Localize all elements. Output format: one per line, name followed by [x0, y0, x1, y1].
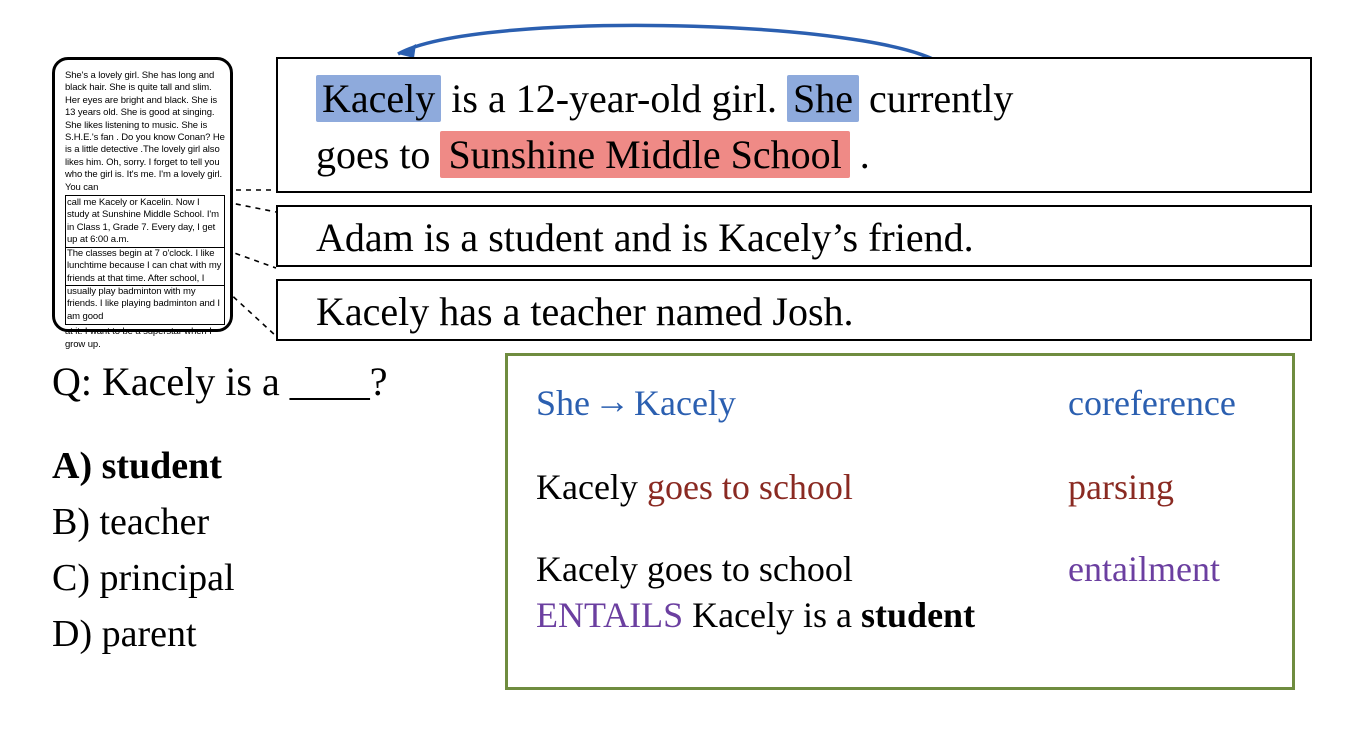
reasoning-row-parsing	[508, 464, 1292, 510]
fact-1-line2-post: .	[849, 132, 870, 177]
entity-kacely: Kacely	[316, 75, 441, 122]
reasoning-box	[505, 353, 1295, 690]
answer-choice-c[interactable]: C) principal	[52, 557, 235, 599]
fact-1-middle-text: is a 12-year-old girl.	[441, 76, 788, 121]
right-arrow-icon: →	[594, 381, 630, 421]
source-passage-box	[52, 57, 233, 350]
fact-2-text: Adam is a student and is Kacely’s friend.	[316, 215, 974, 260]
coref-source: She	[536, 383, 590, 423]
passage-paragraph-1: She's a lovely girl. She has long and black hair. She is quite tall and slim. Her eyes are bright and black. She is 13 years old. She is good at singing. She likes listening to music. She is S.H.E.'s fan . Do you know Conan? He is a little detective .The lovely girl also likes him. Oh, sorry. I forget to tell you who the girl is. It's me. I'm a lovely girl. You can	[65, 70, 225, 193]
answer-choice-b[interactable]: B) teacher	[52, 501, 210, 543]
entailment-premise: Kacely goes to school	[536, 549, 853, 589]
entailment-conclusion-prefix: Kacely is a	[683, 595, 862, 635]
coref-target: Kacely	[634, 383, 736, 423]
passage-highlight-segment-1: call me Kacely or Kacelin. Now I study at Sunshine Middle School. I'm in Class 1, Grade 7. Every day, I get up at 6:00 a.m.	[65, 195, 225, 247]
answer-choice-d[interactable]: D) parent	[52, 613, 197, 655]
answer-choices	[52, 438, 235, 662]
question-prompt: Q: Kacely is a ____?	[52, 359, 388, 404]
fact-1-line-1	[278, 59, 1310, 127]
passage-highlight-segment-2: The classes begin at 7 o'clock. I like lunchtime because I can chat with my friends at that time. After school, I	[65, 247, 225, 286]
fact-1-end-text: currently	[859, 76, 1014, 121]
reasoning-label-coreference: coreference	[1068, 383, 1236, 423]
reasoning-label-parsing: parsing	[1068, 467, 1174, 507]
entailment-keyword: ENTAILS	[536, 595, 684, 635]
fact-box-3	[276, 279, 1312, 341]
entailment-conclusion-answer: student	[861, 595, 976, 635]
reasoning-label-entailment: entailment	[1068, 549, 1220, 589]
source-passage-text	[65, 70, 225, 351]
fact-1-line2-pre: goes to	[316, 132, 441, 177]
fact-box-2	[276, 205, 1312, 267]
passage-paragraph-2: at it. I want to be a superstar when I grow up.	[65, 326, 212, 350]
entailment-conclusion-line	[536, 592, 1292, 638]
answer-choice-a[interactable]: A) student	[52, 445, 222, 487]
fact-box-1	[276, 57, 1312, 193]
entity-school: Sunshine Middle School	[440, 131, 849, 178]
fact-1-line-2	[278, 127, 1310, 183]
parsing-subject: Kacely	[536, 467, 647, 507]
pronoun-she: She	[787, 75, 859, 122]
parsing-predicate: goes to school	[646, 467, 853, 507]
passage-highlight-segment-3: usually play badminton with my friends. I like playing badminton and I am good	[65, 286, 225, 325]
fact-3-text: Kacely has a teacher named Josh.	[316, 289, 854, 334]
